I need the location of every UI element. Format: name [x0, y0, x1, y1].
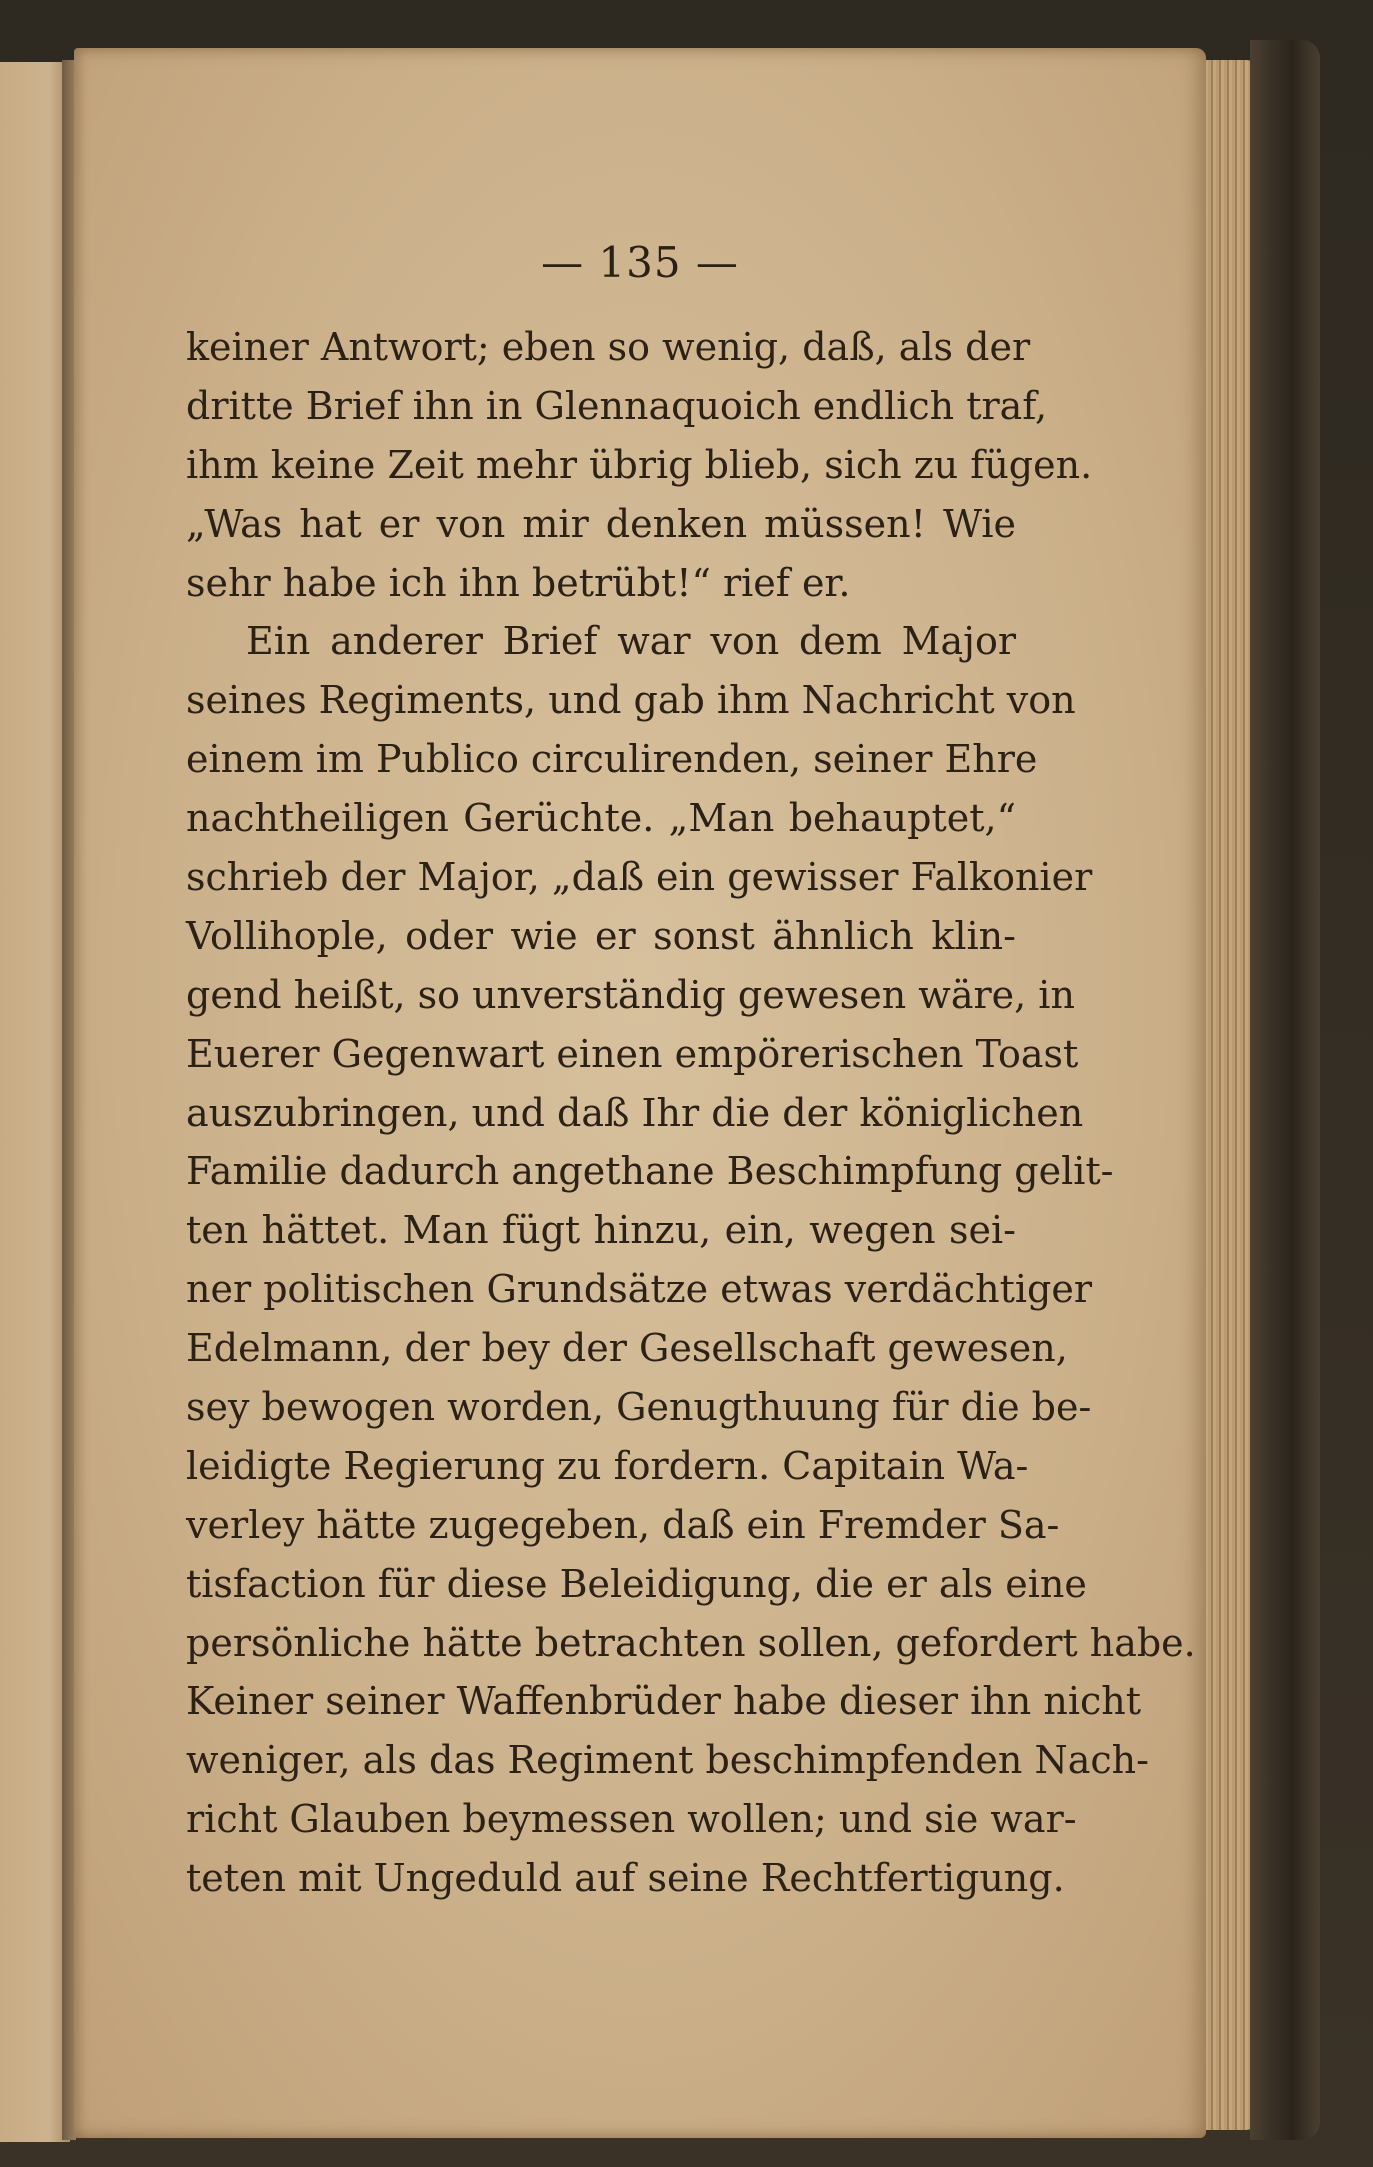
text-line: ner politischen Grundsätze etwas verdächtiger	[186, 1267, 1093, 1312]
text-line: „Was hat er von mir denken müssen! Wie	[186, 501, 1016, 546]
text-line: Vollihople, oder wie er sonst ähnlich klin-	[186, 913, 1016, 958]
text-line: Familie dadurch angethane Beschimpfung gelit-	[186, 1149, 1114, 1194]
page-number-header: — 135 —	[541, 238, 739, 287]
text-line: Ein anderer Brief war von dem Major	[246, 619, 1016, 664]
text-line: verley hätte zugegeben, daß ein Fremder Sa-	[186, 1502, 1060, 1547]
text-line: dritte Brief ihn in Glennaquoich endlich traf,	[186, 383, 1048, 428]
facing-page-edge	[0, 62, 70, 2142]
text-line: schrieb der Major, „daß ein gewisser Falkonier	[186, 855, 1093, 900]
text-line: sehr habe ich ihn betrübt!“ rief er.	[186, 560, 851, 605]
text-line: einem im Publico circulirenden, seiner Ehre	[186, 737, 1038, 782]
text-line: richt Glauben beymessen wollen; und sie war-	[186, 1797, 1077, 1842]
text-line: keiner Antwort; eben so wenig, daß, als der	[186, 325, 1031, 369]
text-line: Keiner seiner Waffenbrüder habe dieser ihn nicht	[186, 1679, 1142, 1724]
text-line: sey bewogen worden, Genugthuung für die be-	[186, 1385, 1092, 1430]
page-body-text	[186, 318, 1196, 1908]
text-line: auszubringen, und daß Ihr die der königlichen	[186, 1090, 1084, 1135]
text-line: persönliche hätte betrachten sollen, gefordert habe.	[186, 1620, 1196, 1665]
text-line: leidigte Regierung zu fordern. Capitain Wa-	[186, 1443, 1029, 1488]
text-line: weniger, als das Regiment beschimpfenden Nach-	[186, 1738, 1149, 1783]
text-line: seines Regiments, und gab ihm Nachricht von	[186, 678, 1076, 723]
text-line: Euerer Gegenwart einen empörerischen Toast	[186, 1031, 1079, 1076]
text-line: ihm keine Zeit mehr übrig blieb, sich zu fügen.	[186, 442, 1093, 487]
book-cover-edge	[1250, 40, 1320, 2140]
text-line: Edelmann, der bey der Gesellschaft gewesen,	[186, 1326, 1068, 1371]
text-line: gend heißt, so unverständig gewesen wäre, in	[186, 972, 1075, 1017]
text-line: tisfaction für diese Beleidigung, die er als eine	[186, 1561, 1087, 1606]
text-line: ten hättet. Man fügt hinzu, ein, wegen sei-	[186, 1208, 1016, 1253]
text-line: teten mit Ungeduld auf seine Rechtfertigung.	[186, 1856, 1065, 1901]
text-line: nachtheiligen Gerüchte. „Man behauptet,“	[186, 796, 1016, 841]
